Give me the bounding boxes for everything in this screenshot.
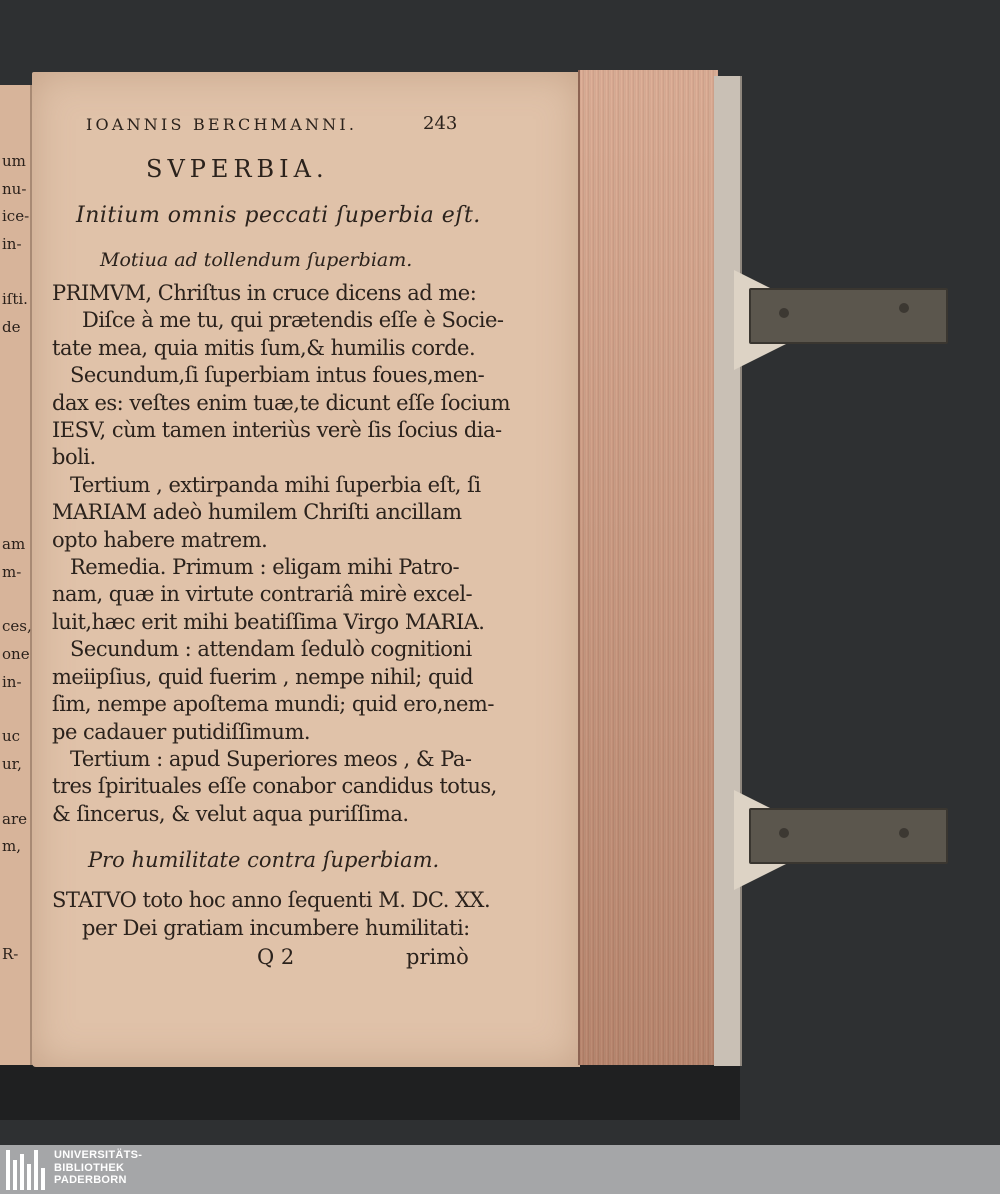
- library-logo-icon: [6, 1150, 48, 1190]
- text-line: Tertium , extirpanda mihi ſuperbia eſt, ſi: [70, 472, 481, 497]
- logo-line: UNIVERSITÄTS-: [54, 1149, 143, 1161]
- text-line: Tertium : apud Superiores meos , & Pa-: [70, 746, 472, 771]
- rivet: [779, 308, 789, 318]
- running-head: IOANNIS BERCHMANNI.: [86, 115, 358, 134]
- text-line: Secundum,ſi ſuperbiam intus foues,men-: [70, 363, 485, 388]
- clasp-top: [734, 270, 944, 370]
- body-text: [52, 280, 510, 828]
- section-title: SVPERBIA.: [146, 155, 329, 183]
- left-fragment: one: [2, 645, 30, 663]
- text-line: Secundum : attendam ſedulò cognitioni: [70, 637, 472, 662]
- left-fragment: m,: [2, 837, 21, 855]
- left-fragment: um: [2, 152, 26, 170]
- rivet: [779, 828, 789, 838]
- subheading-humilitate: Pro humilitate contra ſuperbiam.: [88, 848, 440, 872]
- left-fragment: ur,: [2, 755, 22, 773]
- left-fragment: de: [2, 318, 21, 336]
- left-page-edge: [0, 85, 33, 1065]
- left-fragment: ces,: [2, 617, 32, 635]
- book-shadow: [0, 1060, 740, 1120]
- left-fragment: are: [2, 810, 27, 828]
- left-fragment: am: [2, 535, 26, 553]
- page-edges: [578, 70, 718, 1065]
- left-fragment: m-: [2, 563, 22, 581]
- rivet: [899, 828, 909, 838]
- left-fragment: in-: [2, 235, 22, 253]
- left-fragment: nu-: [2, 180, 27, 198]
- text-line: meiipſius, quid fuerim , nempe nihil; quid: [52, 664, 474, 689]
- text-line: tate mea, quia mitis ſum,& humilis corde.: [52, 335, 476, 360]
- clasp-strap: [749, 808, 948, 864]
- text-line: nam, quæ in virtute contrariâ mirè excel-: [52, 582, 473, 607]
- left-fragment: R-: [2, 945, 19, 963]
- rivet: [899, 303, 909, 313]
- clasp-strap: [749, 288, 948, 344]
- text-line: tres ſpirituales eſſe conabor candidus totus,: [52, 774, 497, 799]
- text-line: opto habere matrem.: [52, 527, 268, 552]
- text-line: luit,hæc erit mihi beatiſſima Virgo MARIA.: [52, 609, 485, 634]
- left-fragment: iſti.: [2, 290, 28, 308]
- logo-line: BIBLIOTHEK: [54, 1161, 125, 1174]
- motto: Initium omnis peccati ſuperbia eſt.: [76, 203, 481, 228]
- page-number: 243: [423, 113, 458, 134]
- footer-bar: [0, 1145, 1000, 1194]
- text-line: IESV, cùm tamen interiùs verè ſis ſocius dia-: [52, 418, 502, 443]
- text-line: & ſincerus, & velut aqua puriſſima.: [52, 801, 409, 826]
- text-line: dax es: veſtes enim tuæ,te dicunt eſſe ſocium: [52, 390, 510, 415]
- library-logo-text: [54, 1149, 142, 1187]
- left-fragment: uc: [2, 727, 21, 745]
- text-line: ſim, nempe apoſtema mundi; quid ero,nem-: [52, 692, 494, 717]
- subheading: Motiua ad tollendum ſuperbiam.: [100, 249, 413, 271]
- text-line: PRIMVM, Chriſtus in cruce dicens ad me:: [52, 281, 477, 305]
- book-cover-spine: [714, 76, 742, 1066]
- left-fragment: ice-: [2, 207, 30, 225]
- left-fragment: in-: [2, 673, 22, 691]
- body-text-2: [52, 886, 490, 942]
- text-line: Diſce à me tu, qui prætendis eſſe è Socie-: [82, 308, 504, 333]
- text-line: boli.: [52, 445, 96, 470]
- signature-mark: Q 2: [257, 945, 295, 969]
- clasp-bottom: [734, 790, 944, 890]
- text-line: per Dei gratiam incumbere humilitati:: [82, 916, 470, 940]
- logo-line: PADERBORN: [54, 1174, 127, 1186]
- text-line: Remedia. Primum : eligam mihi Patro-: [70, 555, 460, 580]
- text-line: STATVO toto hoc anno ſequenti M. DC. XX.: [52, 888, 491, 912]
- text-line: pe cadauer putidiſſimum.: [52, 719, 311, 744]
- text-line: MARIAM adeò humilem Chriſti ancillam: [52, 500, 462, 525]
- catchword: primò: [406, 945, 469, 969]
